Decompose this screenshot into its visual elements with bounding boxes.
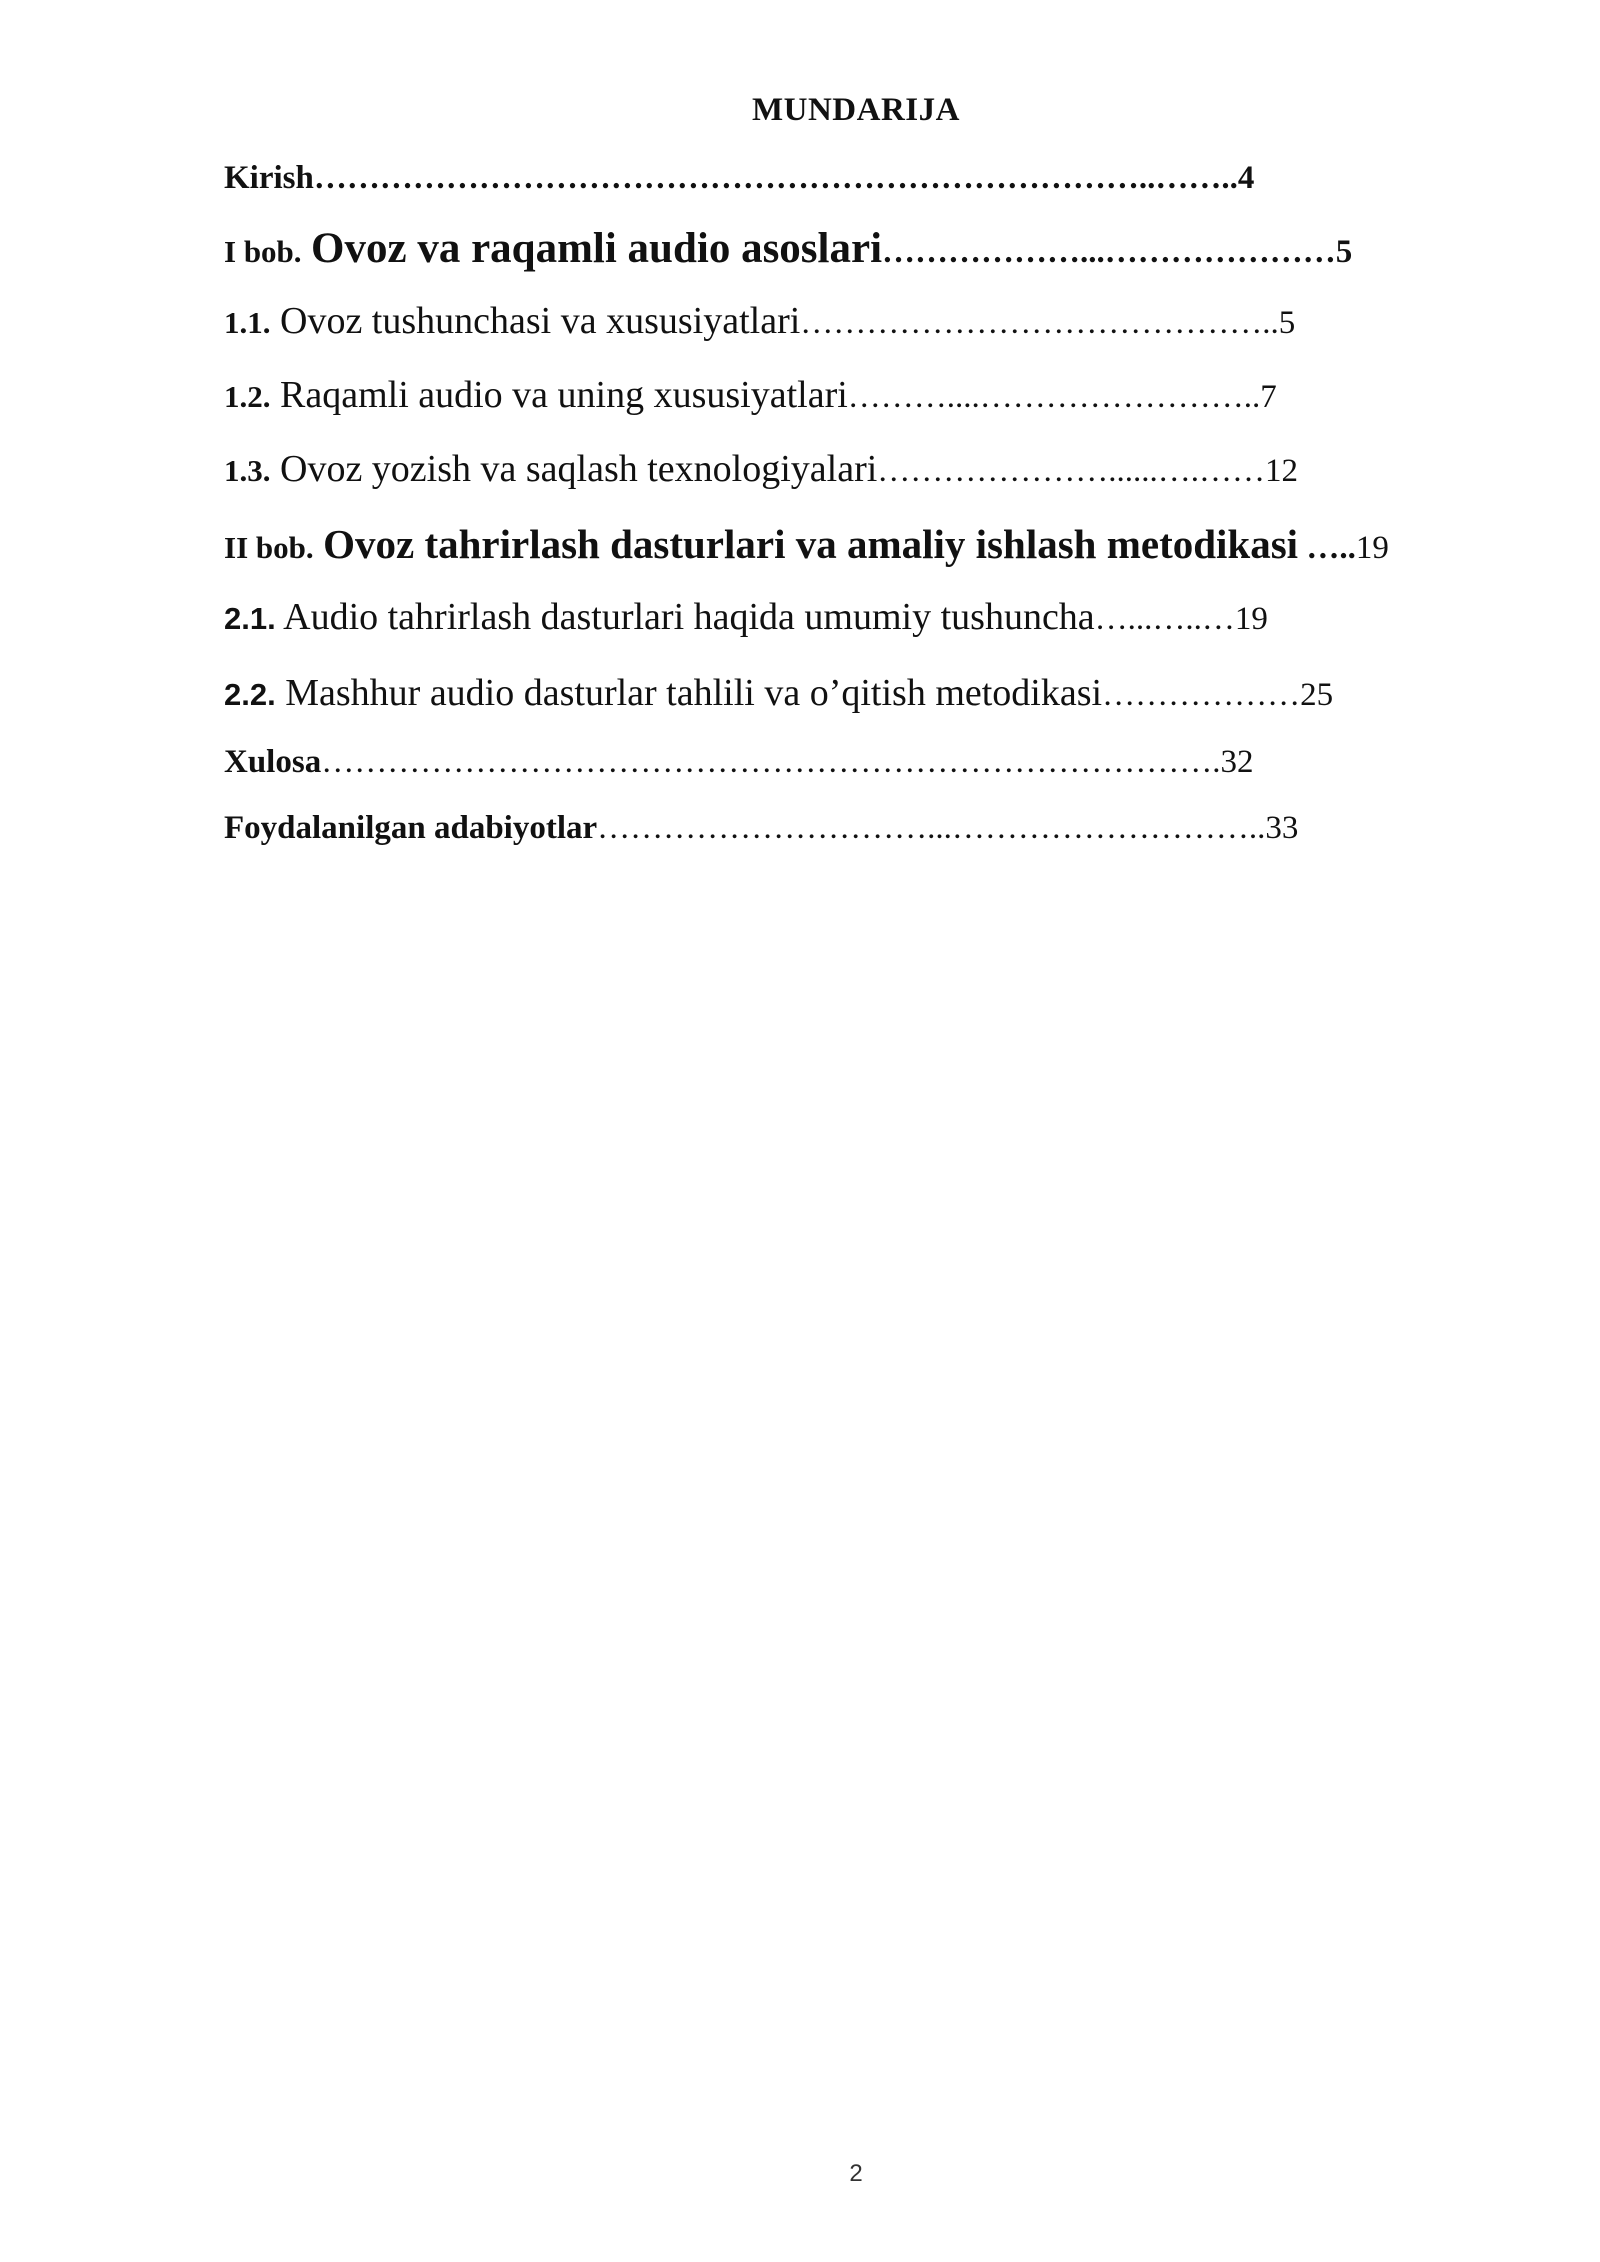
- toc-leader: …...…..…: [1094, 601, 1235, 637]
- toc-section-number: 1.3.: [224, 453, 271, 488]
- toc-page-number: 19: [1234, 601, 1268, 637]
- toc-entry-section-2-1[interactable]: [224, 598, 1268, 636]
- toc-leader: ……………………………………………………………………….: [321, 744, 1221, 780]
- toc-leader: ………………...…………………: [882, 234, 1336, 270]
- toc-page-number: 4: [1237, 160, 1255, 196]
- toc-page-number: 5: [1278, 305, 1296, 341]
- toc-entry-title: Ovoz tahrirlash dasturlari va amaliy ishlash metodikasi: [323, 521, 1299, 567]
- toc-page-number: 19: [1355, 530, 1389, 566]
- toc-leader: …………………………………………………………………..……..: [313, 160, 1238, 196]
- toc-entry-title: Kirish: [224, 160, 314, 196]
- toc-entry-title: Audio tahrirlash dasturlari haqida umumiy tushuncha: [283, 596, 1095, 638]
- toc-section-number: 2.2.: [224, 677, 276, 712]
- toc-entry-xulosa[interactable]: [224, 746, 1253, 779]
- toc-leader: …..: [1298, 530, 1356, 566]
- toc-page-number: 5: [1335, 234, 1353, 270]
- toc-entry-chapter-2[interactable]: [224, 521, 1389, 567]
- toc-leader: ……………………………………..: [800, 305, 1279, 341]
- toc-chapter-prefix: I bob.: [224, 234, 302, 269]
- page-number: 2: [849, 2160, 863, 2187]
- toc-leader: ………………: [1102, 677, 1301, 713]
- toc-entry-section-1-1[interactable]: [224, 302, 1295, 340]
- toc-leader: ………....……………………..: [847, 379, 1261, 415]
- toc-heading: MUNDARIJA: [752, 92, 960, 128]
- toc-entry-title: Raqamli audio va uning xususiyatlari: [280, 374, 848, 416]
- toc-entry-title: Ovoz va raqamli audio asoslari: [311, 225, 883, 272]
- toc-page-number: 12: [1265, 453, 1299, 489]
- toc-page-number: 33: [1265, 810, 1299, 846]
- toc-page-number: 25: [1300, 677, 1334, 713]
- toc-entry-title: Xulosa: [224, 744, 322, 780]
- toc-entry-kirish[interactable]: [224, 162, 1254, 195]
- toc-section-number: 1.2.: [224, 379, 271, 414]
- toc-leader: …………………………...………………………..: [597, 810, 1266, 846]
- toc-entry-title: Ovoz tushunchasi va xususiyatlari: [280, 300, 801, 342]
- toc-leader: …………………......….……: [877, 453, 1266, 489]
- toc-entry-section-1-2[interactable]: [224, 376, 1277, 414]
- toc-section-number: 1.1.: [224, 305, 271, 340]
- toc-entry-section-2-2[interactable]: [224, 674, 1333, 712]
- toc-section-number: 2.1.: [224, 601, 276, 636]
- toc-page-number: 32: [1220, 744, 1254, 780]
- toc-chapter-prefix: II bob.: [224, 530, 314, 565]
- toc-entry-chapter-1[interactable]: [224, 227, 1352, 270]
- toc-entry-title: Ovoz yozish va saqlash texnologiyalari: [280, 448, 878, 490]
- toc-entry-title: Foydalanilgan adabiyotlar: [224, 810, 598, 846]
- toc-page-number: 7: [1260, 379, 1277, 415]
- toc-entry-references[interactable]: [224, 812, 1298, 845]
- toc-entry-section-1-3[interactable]: [224, 450, 1298, 488]
- toc-entry-title: Mashhur audio dasturlar tahlili va o’qitish metodikasi: [285, 672, 1103, 714]
